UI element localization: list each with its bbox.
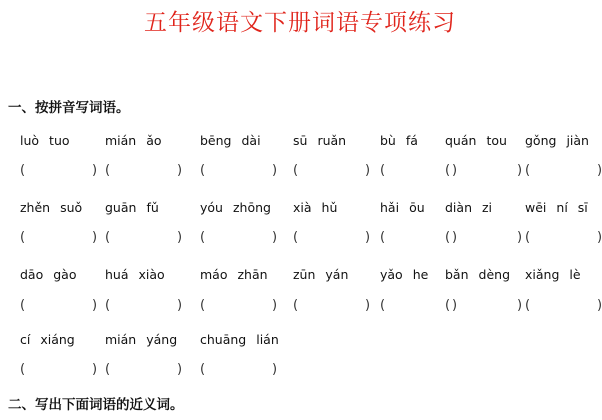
pinyin-syllable: dāo [20, 267, 44, 282]
pinyin-word [445, 197, 492, 216]
section-1-heading: 一、按拼音写词语。 [8, 100, 130, 116]
pinyin-word [525, 197, 588, 216]
pinyin-syllable: zi [482, 200, 493, 215]
answer-paren-open: ( [105, 298, 111, 313]
answer-paren-open: ( [293, 230, 299, 245]
answer-paren-close: ) [597, 298, 602, 313]
pinyin-word [200, 197, 271, 216]
pinyin-syllable: tuo [49, 133, 70, 148]
answer-paren-close: ) [452, 163, 458, 178]
answer-paren-close: ) [177, 362, 183, 377]
pinyin-syllable: zhěn [20, 200, 51, 215]
answer-paren-open: ( [380, 163, 386, 178]
pinyin-syllable: yóu [200, 200, 223, 215]
pinyin-word [20, 329, 75, 348]
answer-paren-close: ) [365, 230, 371, 245]
answer-paren-open: ( [105, 362, 111, 377]
pinyin-syllable: fǔ [146, 200, 159, 215]
answer-paren-open: ( [293, 163, 299, 178]
answer-paren-close: ) [597, 163, 602, 178]
pinyin-syllable: tou [486, 133, 507, 148]
pinyin-word [200, 264, 268, 283]
pinyin-syllable: bù [380, 133, 396, 148]
pinyin-syllable: gǒng [525, 133, 557, 148]
pinyin-syllable: yáng [146, 332, 178, 347]
pinyin-row [0, 197, 600, 217]
pinyin-syllable: chuāng [200, 332, 247, 347]
answer-paren-open: ( [525, 163, 531, 178]
pinyin-syllable: xià [293, 200, 312, 215]
pinyin-syllable: zūn [293, 267, 316, 282]
answer-paren-close: ) [365, 163, 371, 178]
pinyin-syllable: ruǎn [317, 133, 347, 148]
pinyin-word [105, 130, 162, 149]
answer-blank-row [0, 230, 600, 250]
pinyin-word [293, 197, 337, 216]
pinyin-syllable: jiàn [566, 133, 589, 148]
pinyin-word [105, 329, 177, 348]
answer-blank-row [0, 362, 600, 382]
pinyin-word [445, 130, 507, 149]
answer-paren-open: ( [380, 298, 386, 313]
answer-blank-row [0, 163, 600, 183]
answer-paren-close: ) [92, 362, 98, 377]
pinyin-row [0, 264, 600, 284]
pinyin-word [293, 130, 346, 149]
answer-paren-open: ( [525, 298, 531, 313]
pinyin-word [20, 197, 82, 216]
section-2-heading: 二、写出下面词语的近义词。 [8, 397, 184, 413]
answer-paren-close: ) [517, 163, 523, 178]
answer-paren-close: ) [272, 298, 278, 313]
answer-paren-close: ) [177, 230, 183, 245]
pinyin-syllable: quán [445, 133, 477, 148]
pinyin-syllable: bǎn [445, 267, 469, 282]
pinyin-syllable: ní [556, 200, 568, 215]
answer-paren-open: ( [105, 230, 111, 245]
answer-paren-close: ) [92, 163, 98, 178]
answer-paren-close: ) [365, 298, 371, 313]
answer-paren-close: ) [597, 230, 602, 245]
pinyin-word [525, 130, 589, 149]
answer-paren-open: ( [20, 298, 26, 313]
pinyin-syllable: gào [53, 267, 77, 282]
answer-paren-open: ( [200, 362, 206, 377]
pinyin-row [0, 329, 600, 349]
pinyin-syllable: hǎi [380, 200, 400, 215]
pinyin-syllable: he [412, 267, 429, 282]
pinyin-syllable: xiǎng [525, 267, 560, 282]
pinyin-syllable: lè [569, 267, 581, 282]
answer-paren-open: ( [20, 230, 26, 245]
pinyin-syllable: bēng [200, 133, 232, 148]
answer-paren-open: ( [20, 362, 26, 377]
answer-paren-close: ) [272, 163, 278, 178]
pinyin-word [380, 197, 425, 216]
answer-paren-close: ) [517, 298, 523, 313]
answer-paren-open: ( [20, 163, 26, 178]
answer-paren-open: ( [445, 298, 451, 313]
pinyin-syllable: sū [293, 133, 308, 148]
pinyin-syllable: wēi [525, 200, 547, 215]
pinyin-syllable: mián [105, 332, 137, 347]
answer-paren-close: ) [177, 298, 183, 313]
pinyin-syllable: luò [20, 133, 40, 148]
answer-paren-close: ) [452, 298, 458, 313]
pinyin-syllable: ōu [409, 200, 425, 215]
pinyin-word [20, 130, 70, 149]
worksheet-title: 五年级语文下册词语专项练习 [144, 10, 456, 36]
answer-paren-close: ) [177, 163, 183, 178]
pinyin-row [0, 130, 600, 150]
pinyin-syllable: xiào [138, 267, 165, 282]
pinyin-syllable: huá [105, 267, 129, 282]
pinyin-word [200, 329, 279, 348]
answer-paren-close: ) [452, 230, 458, 245]
answer-paren-open: ( [105, 163, 111, 178]
pinyin-syllable: hǔ [321, 200, 338, 215]
pinyin-syllable: mián [105, 133, 137, 148]
pinyin-word [200, 130, 261, 149]
pinyin-syllable: máo [200, 267, 228, 282]
answer-blank-row [0, 298, 600, 318]
answer-paren-open: ( [200, 230, 206, 245]
answer-paren-open: ( [445, 230, 451, 245]
pinyin-syllable: suǒ [60, 200, 83, 215]
pinyin-word [445, 264, 510, 283]
pinyin-syllable: zhān [237, 267, 268, 282]
answer-paren-open: ( [293, 298, 299, 313]
pinyin-syllable: dèng [478, 267, 511, 282]
pinyin-word [380, 130, 418, 149]
pinyin-word [105, 197, 159, 216]
answer-paren-open: ( [525, 230, 531, 245]
pinyin-syllable: xiáng [40, 332, 75, 347]
pinyin-syllable: dài [241, 133, 261, 148]
pinyin-word [293, 264, 348, 283]
pinyin-syllable: yǎo [380, 267, 403, 282]
answer-paren-close: ) [272, 230, 278, 245]
answer-paren-close: ) [92, 230, 98, 245]
pinyin-syllable: lián [256, 332, 279, 347]
answer-paren-open: ( [380, 230, 386, 245]
answer-paren-open: ( [445, 163, 451, 178]
pinyin-syllable: fá [405, 133, 418, 148]
pinyin-syllable: yán [325, 267, 349, 282]
pinyin-syllable: cí [20, 332, 31, 347]
answer-paren-close: ) [92, 298, 98, 313]
answer-paren-open: ( [200, 163, 206, 178]
pinyin-word [525, 264, 581, 283]
answer-paren-close: ) [272, 362, 278, 377]
pinyin-word [380, 264, 428, 283]
answer-paren-close: ) [517, 230, 523, 245]
pinyin-syllable: ǎo [146, 133, 162, 148]
pinyin-syllable: zhōng [232, 200, 271, 215]
answer-paren-open: ( [200, 298, 206, 313]
pinyin-word [105, 264, 165, 283]
pinyin-syllable: diàn [445, 200, 472, 215]
pinyin-syllable: sī [577, 200, 588, 215]
pinyin-syllable: guān [105, 200, 137, 215]
pinyin-word [20, 264, 77, 283]
